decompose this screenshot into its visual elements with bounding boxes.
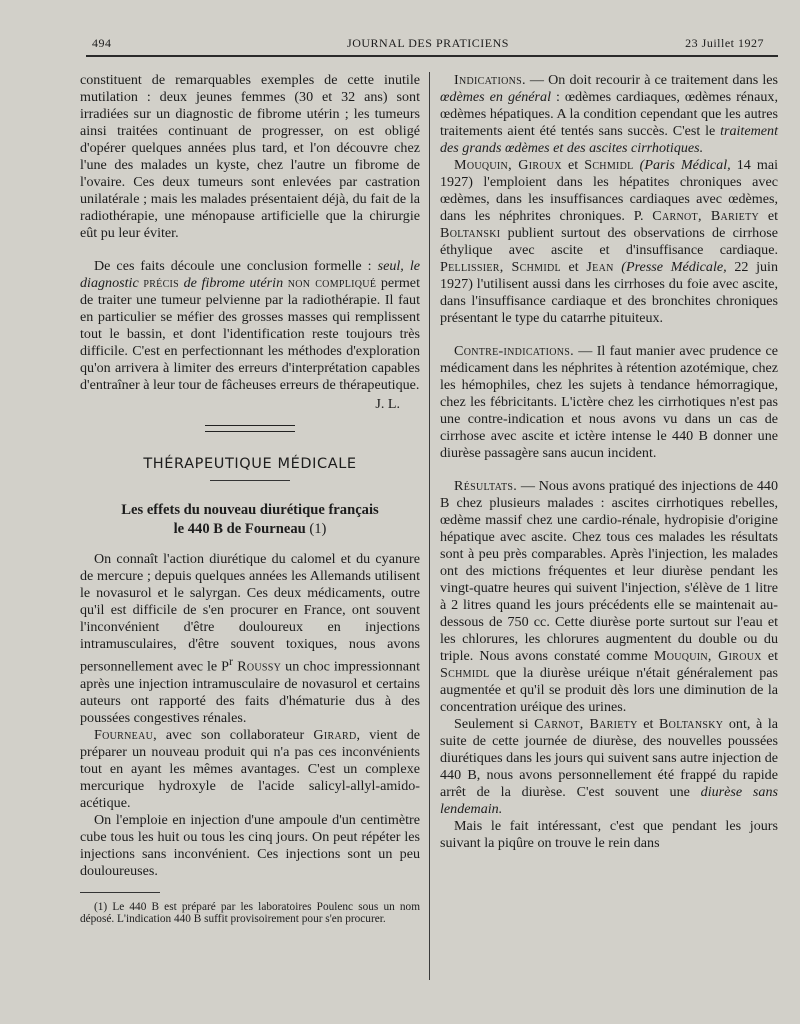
page-number: 494 — [92, 36, 112, 50]
journal-title: JOURNAL DES PRATICIENS — [347, 36, 509, 50]
paragraph: On l'emploie en injection d'une ampoule d'un centimètre cube tous les huit ou tous les cinq jours. On peut répéter les injections sans inconvénient. Ces injections sont un peu douloureuses. — [80, 811, 420, 879]
section-divider — [205, 425, 295, 432]
footnote-rule — [80, 892, 160, 893]
issue-date: 23 Juillet 1927 — [685, 36, 764, 50]
paragraph: On connaît l'action diurétique du calomel et du cyanure de mercure ; depuis quelques années les Allemands utilisent le novasurol et le salyrgan. Ces deux médicaments, outre qu'il est difficile de s'en procurer en France, ont souvent l'inconvénient d'être douloureux en injections intramusculaires, d'être souvent toxiques, nous avons personnellement avec le $P^r$ Roussy un choc impressionnant après une injection intramusculaire de novasurol et certains auteurs ont rapporté des faits d'hématurie dus à des poussées congestives rénales. — [80, 551, 421, 726]
paragraph: Seulement si Carnot, Bariety et Boltansky ont, à la suite de cette journée de diurèse, des nouvelles poussées diurétiques dans les jours qui suivent sans autre injection de 440 B, nous avons personnellement été frappé du rapide arrêt de la diurèse. C'est souvent une diurèse sans lendemain. — [440, 716, 779, 817]
left-column — [80, 72, 420, 926]
right-column — [440, 72, 778, 852]
paragraph-indications: Indications. — On doit recourir à ce traitement dans les œdèmes en général : œdèmes cardiaques, œdèmes rénaux, œdèmes hépatiques. A la condition cependant que les autres traitements aient été tentés sans succès. C'est le traitement des grands œdèmes et des ascites cirrhotiques. — [440, 72, 778, 156]
paragraph: De ces faits découle une conclusion formelle : seul, le diagnostic précis de fibrome utérin non compliqué permet de traiter une tumeur pelvienne par la radiothérapie. Il faut en particulier se méfier des grosses masses qui remplissent tout le bassin, et dont l'identification reste toujours très difficile. C'est en perfectionnant les méthodes d'exploration qu'on arrivera à limiter des erreurs d'interprétation capables d'entraîner à leur tour de fâcheuses erreurs de thérapeutique. — [80, 258, 420, 393]
paragraph: Fourneau, avec son collaborateur Girard, vient de préparer un nouveau produit qui n'a pas ces inconvénients tout en ayant les mêmes avantages. C'est un complexe mercurique hydroxyle de l'acide salicyl-allyl-amido-acétique. — [80, 726, 420, 811]
paragraph-contre-indications: Contre-indications. — Il faut manier avec prudence ce médicament dans les néphrites à rétention azotémique, chez les hémophiles, chez les sujets à tendance hémorragique, chez les fébricitants. L'ictère chez les cirrhotiques n'est pas une contre-indication et nous avons vu dans un cas de cirrhose avec ascite et ictère intense le 440 B donner une diurèse passagère sans aucun incident. — [440, 343, 778, 461]
header-rule — [86, 55, 778, 57]
paragraph: constituent de remarquables exemples de cette inutile mutilation : deux jeunes femmes (30 et 32 ans) sont irradiées sur un diagnostic de fibrome utérin ; les tumeurs ainsi traitées continuant de progresser, on est obligé d'opérer quelques années plus tard, et l'on découvre chez l'une des malades un kyste, chez l'autre un fibrome de l'ovaire. Ces deux tumeurs sont enlevées par castration unilatérale ; mais les malades présentaient déjà, du fait de la radiothérapie, une ménopause artificielle que la chirurgie eût pu leur éviter. — [80, 72, 420, 241]
signature: J. L. — [375, 396, 400, 412]
article-title: Les effets du nouveau diurétique français le 440 B de Fourneau (1) — [121, 502, 379, 537]
section-title: THÉRAPEUTIQUE MÉDICALE — [143, 456, 357, 472]
column-divider — [429, 72, 430, 980]
section-rule — [210, 480, 290, 481]
footnote: (1) Le 440 B est préparé par les laboratoires Poulenc sous un nom déposé. L'indication 440 B suffit provisoirement pour s'en procurer. — [80, 900, 420, 926]
paragraph: Mais le fait intéressant, c'est que pendant les jours suivant la piqûre on trouve le rein dans — [440, 818, 778, 851]
paragraph-resultats: Résultats. — Nous avons pratiqué des injections de 440 B chez plusieurs malades : ascites cirrhotiques rebelles, œdème massif chez une cardio-rénale, hydropisie d'origine hépatique avec ascite. Chez tous ces malades les résultats sont à peu près comparables. Après l'injection, les malades ont des mictions fréquentes et leur diurèse pendant les vingt-quatre heures qui suivent l'injection, s'élève de 1 litre à 2 litres quand les jours précédents elle se maintenait au-dessous de 750 cc. Cette diurèse porte surtout sur l'eau et les chlorures, les chlorures augmentent du double ou du triple. Nous avons constaté comme Mouquin, Giroux et Schmidl que la diurèse uréique n'était généralement pas augmentée et qu'il se produit dès lors une diminution de la concentration uréique des urines. — [440, 478, 778, 715]
paragraph: Mouquin, Giroux et Schmidl (Paris Médical, 14 mai 1927) l'emploient dans les hépatites chroniques avec œdèmes, dans les insuffisances cardiaques avec œdèmes, dans les néphrites chroniques. P. Carnot, Bariety et Boltanski publient surtout des observations de cirrhose éthylique avec ascite et d'insuffisance cardiaque. Pellissier, Schmidl et Jean (Presse Médicale, 22 juin 1927) l'utilisent aussi dans les cirrhoses du foie avec ascite, dans l'insuffisance cardiaque et des bronchites chroniques présentant le type du catarrhe pituiteux. — [440, 157, 779, 326]
